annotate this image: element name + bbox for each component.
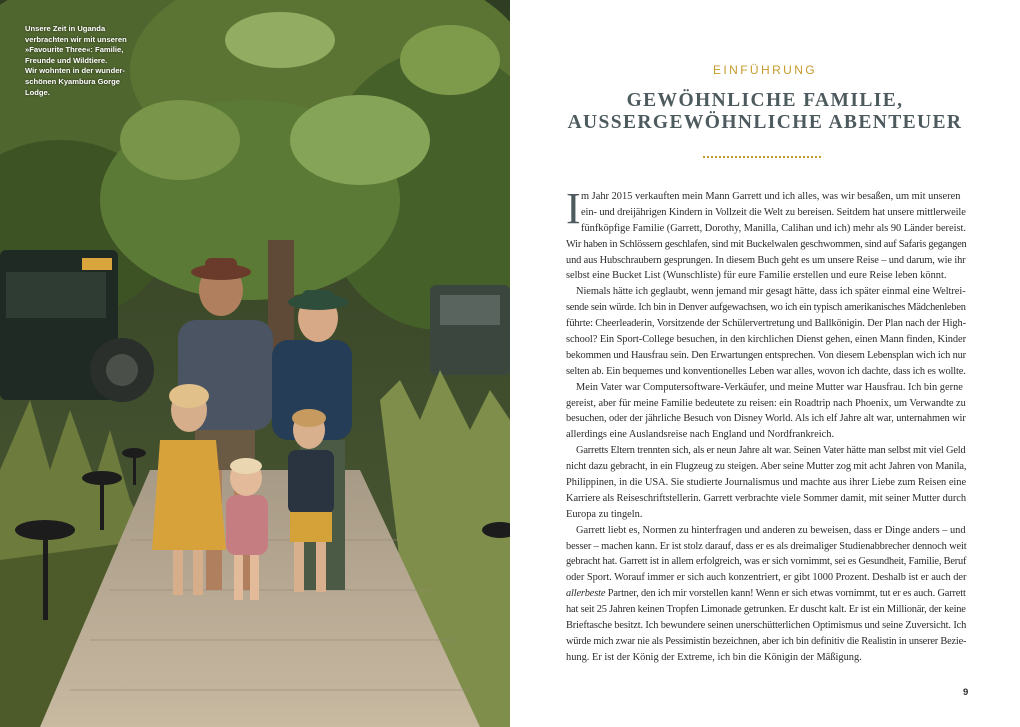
body-text (566, 184, 967, 666)
body-line: Garretts Eltern trennten sich, als er neun Jahre alt war. Seinen Vater hätte man selbst mit viel Geld (576, 445, 966, 457)
body-line: besuchen, oder der jährliche Besuch von Disney World. Als ich elf Jahre alt war, unternahmen wir (566, 413, 966, 425)
body-line: würde mich zwar nie als Pessimistin bezeichnen, aber ich bin definitiv die Realistin in unserer Bezie- (566, 635, 967, 647)
caption-line: Freunde und Wildtiere. (25, 55, 108, 65)
body-line: besser – machen kann. Er ist stolz darauf, dass er es als dreimaliger Studienabbrecher dennoch weit (566, 540, 967, 552)
caption-line: verbrachten wir mit unseren (25, 34, 127, 44)
body-line: ein- und dreijährigen Kindern in Vollzeit die Welt zu bereisen. Seitdem hat unsere mittlerweile (581, 206, 966, 218)
body-line-italic-start: allerbeste Partner, den ich mir vorstellen kann! Wenn er sich etwas vornimmt, tut er es auch. Garrett (566, 588, 966, 600)
caption-line: Wir wohnten in der wunder- (25, 66, 125, 76)
body-line: hung. Er ist der König der Extreme, ich bin die Königin der Mäßigung. (566, 651, 862, 663)
body-line: nicht dazu gebracht, in ein Flugzeug zu steigen. Aber seine Mutter zog mit acht Jahren von Manila, (566, 461, 967, 473)
dotted-divider (703, 152, 821, 158)
body-line: gebracht hat. Garrett ist in allem erfolgreich, was er sich vornimmt, sei es Gesundheit, Familie, Beruf (566, 556, 967, 568)
body-line: Europa zu tingeln. (566, 508, 643, 520)
chapter-kicker: EINFÜHRUNG (713, 63, 817, 77)
body-line: selbst eine Bucket List (Wunschliste) für eure Familie erstellen und eure Reise leben könnt. (566, 270, 947, 282)
photo-caption (25, 24, 137, 98)
body-line: Niemals hätte ich geglaubt, wenn jemand mir gesagt hätte, dass ich später einmal eine Weltrei- (576, 286, 966, 298)
page-number: 9 (963, 687, 969, 698)
chapter-title-line-1: GEWÖHNLICHE FAMILIE, (626, 90, 904, 111)
body-line: gereist, aber für meine Familie bedeutete zu reisen: ein Roadtrip nach Phoenix, um Verwandte zu (566, 397, 966, 409)
caption-line: »Favourite Three«: Familie, (25, 45, 124, 55)
body-line: führte: Cheerleaderin, Vorsitzende der Schülervertretung und Ballkönigin. Der Plan nach der High- (566, 318, 966, 330)
body-line: Mein Vater war Computersoftware-Verkäufer, und meine Mutter war Hausfrau. Ich bin gerne (576, 381, 963, 393)
body-line: Wir haben in Schlössern geschlafen, sind mit Buckelwalen geschwommen, sind auf Safaris gegangen (566, 238, 967, 250)
body-line: Karriere als Reiseschriftstellerin. Garrett verbrachte viele Sommer damit, mit seiner Mutter durch (566, 492, 966, 504)
body-line: allerdings eine Auslandsreise nach England und Nordfrankreich. (566, 429, 835, 441)
body-line: oder Sport. Worauf immer er sich auch konzentriert, er gibt 1000 Prozent. Deshalb ist er auch der (566, 572, 967, 584)
body-line: selten ab. Ein bequemes und konventionelles Leben war alles, wovon ich dachte, dass ich es wollte. (566, 365, 966, 377)
body-line: bekommen und Hausfrau sein. Den Erwartungen entsprechen. Von diesem Lebensplan wich ich nur (566, 349, 966, 361)
body-line: sende sein würde. Ich bin in Denver aufgewachsen, wo ich ein typisch amerikanisches Mädchenleben (566, 302, 966, 314)
body-line: Garrett liebt es, Normen zu hinterfragen und anderen zu beweisen, dass er Dinge anders – und (576, 524, 966, 536)
caption-line: schönen Kyambura Gorge (25, 76, 120, 86)
body-line: Philippinen, in die USA. Sie studierte Journalismus und machte aus ihrer Liebe zum Reisen eine (566, 477, 967, 489)
chapter-title-line-2: AUSSERGEWÖHNLICHE ABENTEUER (567, 112, 963, 133)
drop-cap: I (566, 184, 581, 233)
chapter-title (510, 90, 1020, 134)
body-line: fünfköpfige Familie (Garrett, Dorothy, Manilla, Calihan und ich) mehr als 90 Länder bereist. (581, 222, 966, 234)
caption-line: Lodge. (25, 87, 50, 97)
body-line: m Jahr 2015 verkauften mein Mann Garrett und ich alles, was wir besaßen, um mit unseren (581, 191, 961, 202)
body-line: und aus Hubschraubern gesprungen. In diesem Buch geht es um unsere Reise – und darum, wie ihr (566, 254, 966, 266)
body-line: Brieftasche besitzt. Ich bewundere seinen unerschütterlichen Optimismus und seine Zuversicht. Ich (566, 620, 967, 632)
caption-line: Unsere Zeit in Uganda (25, 24, 106, 33)
body-line: school? Ein Sport-College besuchen, in den kirchlichen Dienst gehen, einen Mann finden, Kinder (566, 334, 966, 346)
text-page (510, 0, 1020, 727)
body-line: hat seit 25 Jahren keinen Tropfen Limonade getrunken. Er duscht kalt. Er ist ein Millionär, der keine (566, 604, 966, 616)
